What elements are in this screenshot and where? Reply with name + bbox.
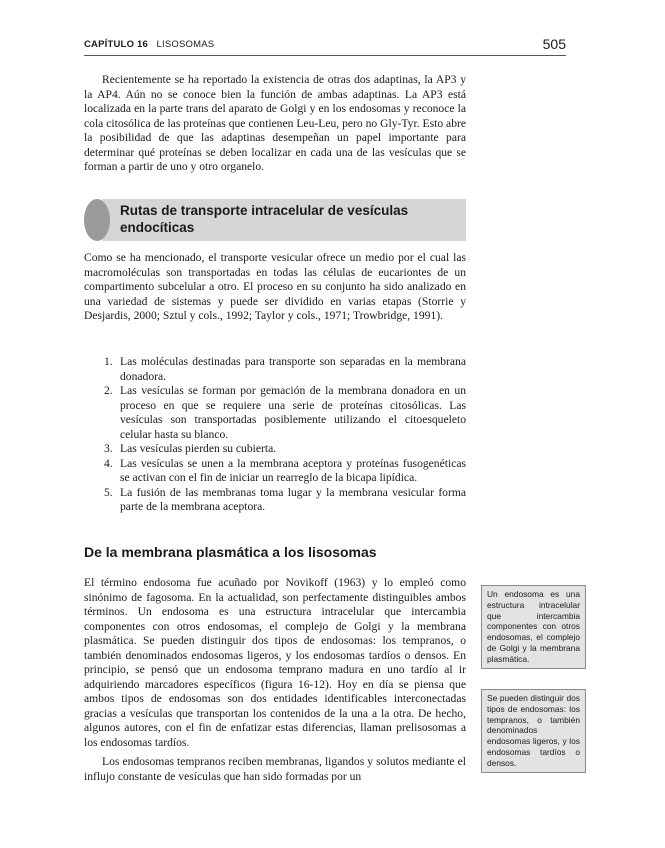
list-item <box>104 442 466 457</box>
margin-note: Un endosoma es una estructura intracelular que intercambia componentes con otros endosomas, el complejo de Golgi y la membrana plasmática. <box>481 585 586 669</box>
list-item <box>104 384 466 442</box>
step-text: Las vesículas se forman por gemación de la membrana donadora en un proceso en que se requiere una serie de proteínas citosólicas. Las vesículas son transportadas posiblemente utilizando el citoesqueleto celular hasta su blanco. <box>120 384 466 441</box>
list-item <box>104 457 466 486</box>
step-number: 3. <box>104 442 113 455</box>
early-endosome-paragraph: Los endosomas tempranos reciben membranas, ligandos y solutos mediante el influjo constante de vesículas que han sido formadas por un <box>84 755 466 783</box>
margin-note: Se pueden distinguir dos tipos de endosomas: los tempranos, o también denominados endosomas ligeros, y los endosomas tardíos o densos. <box>481 689 586 773</box>
step-text: Las vesículas pierden su cubierta. <box>120 442 277 455</box>
section-heading-box <box>84 199 466 241</box>
transport-paragraph: Como se ha mencionado, el transporte vesicular ofrece un medio por el cual las macromoléculas son transportadas en todas las células de eucariontes de un compartimento subcelular a otro. El proceso en su conjunto ha sido analizado en una variedad de sistemas y puede ser dividido en varias etapas (Storrie y Desjardis, 2000; Sztul y cols., 1992; Taylor y cols., 1971; Trowbridge, 1991). <box>84 251 466 322</box>
page-number: 505 <box>542 36 566 52</box>
section-title-transport: Rutas de transporte intracelular de vesículas endocíticas <box>120 203 409 235</box>
intro-paragraph: Recientemente se ha reportado la existencia de otras dos adaptinas, la AP3 y la AP4. Aún no se conoce bien la función de ambas adaptinas. La AP3 está localizada en la parte trans del aparato de Golgi y en los endosomas y reconoce la cola citosólica de las proteínas que contienen Leu-Leu, pero no Gly-Tyr. Esto abre la posibilidad de que las adaptinas desempeñan un papel importante para determinar qué proteínas se deben localizar en cada una de las vesículas que se forman a partir de uno y otro organelo. <box>84 73 466 173</box>
chapter-title: LISOSOMAS <box>156 39 215 50</box>
list-item <box>104 486 466 515</box>
step-text: Las moléculas destinadas para transporte son separadas en la membrana donadora. <box>120 355 466 383</box>
endosome-paragraph: El término endosoma fue acuñado por Novikoff (1963) y lo empleó como sinónimo de fagosoma. En la actualidad, son perfectamente distinguibles ambos términos. Un endosoma es una estructura intracelular que intercambia componentes con otros endosomas, el complejo de Golgi y la membrana plasmática. Se pueden distinguir dos tipos de endosomas: los tempranos, o también denominados endosomas ligeros, y los endosomas tardíos o densos. En principio, se pensó que un endosoma temprano madura en uno tardío al ir adquiriendo marcadores específicos (figura 16-12). Hoy en día se piensa que ambos tipos de endosomas son dos entidades identificables interconectadas gracias a vesículas que transportan los contenidos de la una a la otra. De hecho, algunos autores, con el fin de enfatizar estas diferencias, llaman prelisosomas a los endosomas tardíos. <box>84 576 466 749</box>
running-header <box>84 37 566 56</box>
step-number: 5. <box>104 485 113 499</box>
step-number: 2. <box>104 384 113 397</box>
chapter-label: CAPÍTULO 16 <box>84 39 148 50</box>
chapter-heading <box>84 39 214 50</box>
section-title-plasma-to-lysosome: De la membrana plasmática a los lisosomas <box>84 544 377 560</box>
transport-steps-list <box>104 355 466 515</box>
step-number: 1. <box>104 355 113 368</box>
step-text: Las vesículas se unen a la membrana aceptora y proteínas fusogenéticas se activan con el fin de iniciar un rearreglo de la bicapa lipídica. <box>120 456 466 484</box>
step-text: La fusión de las membranas toma lugar y la membrana vesicular forma parte de la membrana aceptora. <box>120 485 466 513</box>
step-number: 4. <box>104 456 113 470</box>
list-item <box>104 355 466 384</box>
section-marker-oval <box>84 199 110 241</box>
